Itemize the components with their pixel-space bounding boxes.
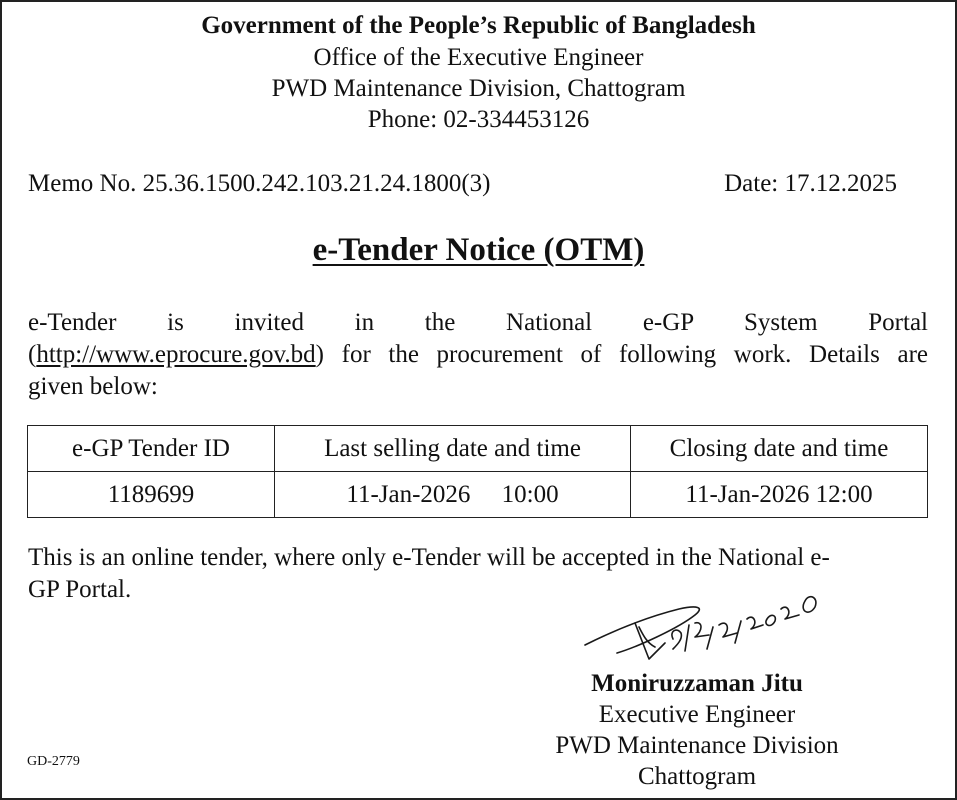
table-header-row bbox=[28, 426, 928, 472]
office-line: Office of the Executive Engineer bbox=[313, 44, 644, 71]
footer-code: GD-2779 bbox=[27, 754, 80, 769]
intro-paren-open: ( bbox=[28, 341, 37, 368]
intro-line-2 bbox=[28, 339, 928, 371]
division-line: PWD Maintenance Division, Chattogram bbox=[271, 75, 686, 102]
signatory-name: Moniruzzaman Jitu bbox=[591, 670, 803, 697]
signatory-division: PWD Maintenance Division bbox=[555, 732, 839, 759]
handwritten-signature bbox=[577, 567, 827, 677]
header-closing: Closing date and time bbox=[631, 426, 928, 472]
table-row bbox=[28, 472, 928, 518]
header-last-selling: Last selling date and time bbox=[275, 426, 631, 472]
intro-line-1: e-Tender is invited in the National e-GP System Portal bbox=[28, 309, 928, 336]
notice-title-text: e-Tender Notice (OTM) bbox=[312, 232, 645, 268]
tender-table bbox=[27, 425, 928, 518]
cell-closing: 11-Jan-2026 12:00 bbox=[631, 472, 928, 518]
phone-line: Phone: 02-334453126 bbox=[367, 106, 590, 133]
note-line-1: This is an online tender, where only e-Tender will be accepted in the National e- bbox=[28, 544, 830, 571]
intro-paragraph bbox=[28, 307, 928, 403]
eprocure-link[interactable]: http://www.eprocure.gov.bd bbox=[36, 341, 316, 368]
government-heading: Government of the People’s Republic of Bangladesh bbox=[201, 12, 756, 39]
memo-number: Memo No. 25.36.1500.242.103.21.24.1800(3) bbox=[28, 170, 491, 197]
note-line-2: GP Portal. bbox=[28, 576, 132, 603]
intro-line-3: given below: bbox=[28, 373, 158, 400]
cell-last-selling: 11-Jan-2026 10:00 bbox=[275, 472, 631, 518]
memo-date: Date: 17.12.2025 bbox=[724, 170, 897, 197]
cell-tender-id: 1189699 bbox=[28, 472, 275, 518]
intro-line-2-rest: ) for the procurement of following work. Details are bbox=[315, 341, 928, 368]
header-tender-id: e-GP Tender ID bbox=[28, 426, 275, 472]
signatory-block bbox=[532, 668, 862, 792]
signatory-designation: Executive Engineer bbox=[598, 701, 796, 728]
signatory-place: Chattogram bbox=[637, 763, 757, 790]
notice-title bbox=[2, 232, 955, 269]
